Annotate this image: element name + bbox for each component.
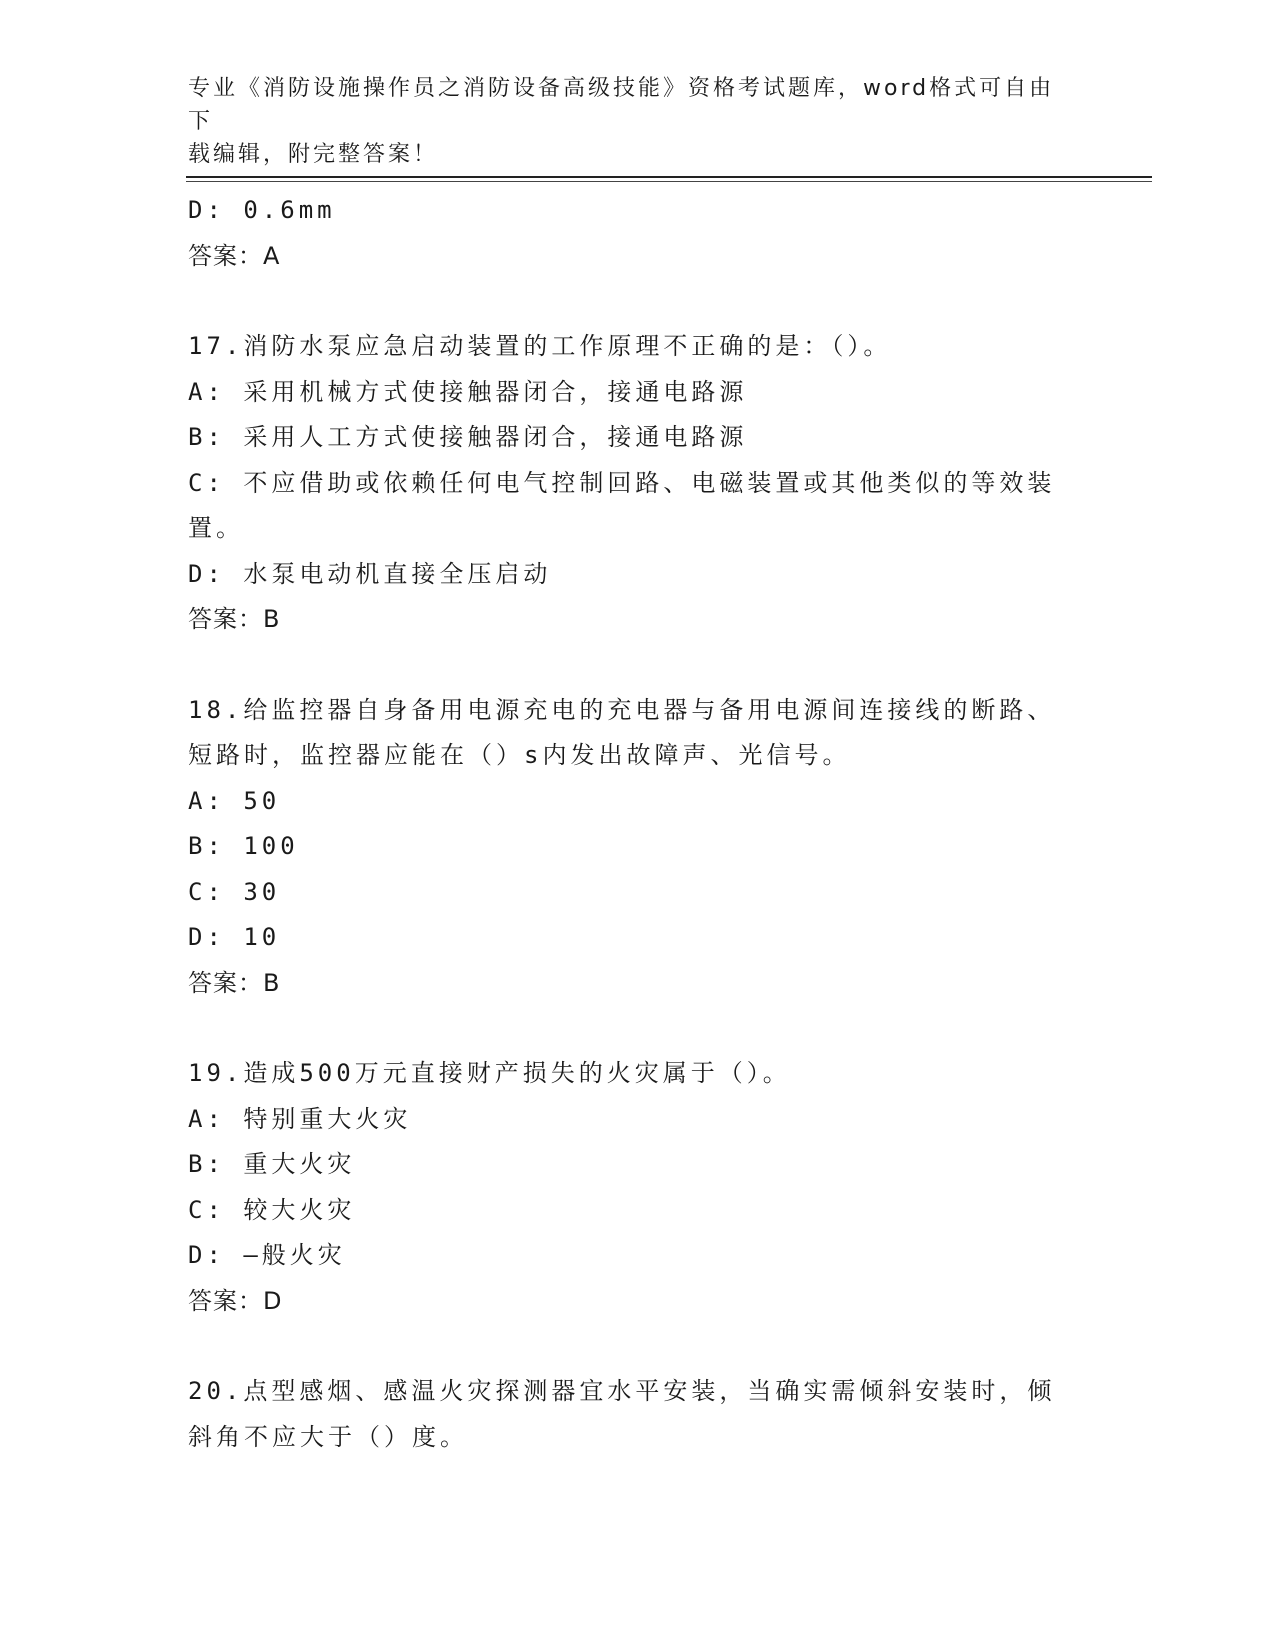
question-stem: 18.给监控器自身备用电源充电的充电器与备用电源间连接线的断路、 <box>188 695 1056 724</box>
header-line-2: 载编辑，附完整答案！ <box>188 142 439 167</box>
prev-answer: 答案：A <box>188 241 281 270</box>
header-divider-thin <box>186 181 1152 182</box>
question-stem: 19.造成500万元直接财产损失的火灾属于（）。 <box>188 1059 791 1087</box>
question-list <box>188 188 1088 1460</box>
prev-option-d: D: 0.6mm <box>188 196 336 224</box>
option-c: C: 不应借助或依赖任何电气控制回路、电磁装置或其他类似的等效装 <box>188 468 1056 497</box>
question-stem-continued: 短路时，监控器应能在（）s内发出故障声、光信号。 <box>188 741 851 769</box>
option-a: A: 特别重大火灾 <box>188 1104 412 1133</box>
answer: 答案：B <box>188 968 281 997</box>
question-18 <box>188 688 1088 1007</box>
option-b: B: 采用人工方式使接触器闭合，接通电路源 <box>188 423 748 451</box>
answer: 答案：D <box>188 1286 283 1315</box>
option-a: A: 采用机械方式使接触器闭合，接通电路源 <box>188 377 748 406</box>
option-b: B: 100 <box>188 832 299 860</box>
answer: 答案：B <box>188 605 281 633</box>
option-d: D: 水泵电动机直接全压启动 <box>188 559 552 588</box>
option-c: C: 较大火灾 <box>188 1195 356 1224</box>
header-line-1: 专业《消防设施操作员之消防设备高级技能》资格考试题库，word格式可自由下 <box>188 76 1055 134</box>
option-d: D: —般火灾 <box>188 1241 346 1269</box>
option-b: B: 重大火灾 <box>188 1150 356 1178</box>
option-d: D: 10 <box>188 923 281 951</box>
header-divider-thick <box>186 176 1152 178</box>
question-stem: 20.点型感烟、感温火灾探测器宜水平安装，当确实需倾斜安装时，倾 <box>188 1377 1056 1405</box>
question-17 <box>188 324 1088 643</box>
document-header <box>188 72 1078 171</box>
question-19 <box>188 1051 1088 1324</box>
question-stem-continued: 斜角不应大于（）度。 <box>188 1422 468 1451</box>
option-c: C: 30 <box>188 877 281 906</box>
option-a: A: 50 <box>188 786 281 815</box>
question-stem: 17.消防水泵应急启动装置的工作原理不正确的是：（）。 <box>188 332 892 360</box>
option-c-continued: 置。 <box>188 514 244 542</box>
question-20 <box>188 1369 1088 1460</box>
